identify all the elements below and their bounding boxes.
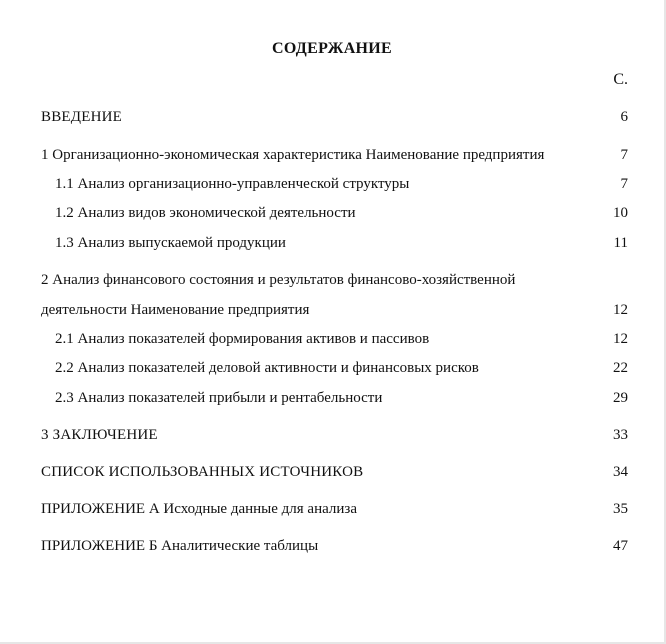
toc-entry-page: 11 (613, 235, 628, 251)
toc-entry-text: 1.1 Анализ организационно-управленческой структуры (55, 176, 410, 192)
toc-entry-text: СПИСОК ИСПОЛЬЗОВАННЫХ ИСТОЧНИКОВ (41, 464, 364, 480)
toc-entry-page: 6 (620, 109, 628, 125)
toc-entry-text: деятельности Наименование предприятия (41, 302, 310, 318)
toc-entry-page: 7 (620, 147, 628, 163)
toc-entry-page: 35 (613, 501, 628, 517)
toc-entry-page: 22 (613, 360, 628, 376)
toc-entry-page: 12 (613, 302, 628, 318)
toc-entry-text: 2.1 Анализ показателей формирования активов и пассивов (55, 331, 430, 347)
toc-entry-text: 2.2 Анализ показателей деловой активности и финансовых рисков (55, 360, 479, 376)
toc-entry-appendix-a (0, 498, 664, 520)
page-column-label: С. (613, 71, 628, 88)
toc-entry-section-2-line-2 (0, 299, 664, 321)
toc-entry-text: ВВЕДЕНИЕ (41, 109, 122, 125)
toc-entry-appendix-b (0, 535, 664, 557)
toc-entry-page: 7 (620, 176, 628, 192)
toc-entry-section-1-1 (0, 173, 664, 195)
toc-entry-text: 2.3 Анализ показателей прибыли и рентабельности (55, 390, 383, 406)
toc-entry-conclusion (0, 424, 664, 446)
toc-entry-page: 34 (613, 464, 628, 480)
toc-entry-text: 1 Организационно-экономическая характеристика Наименование предприятия (41, 147, 545, 163)
toc-entry-text: ПРИЛОЖЕНИЕ Б Аналитические таблицы (41, 538, 319, 554)
toc-entry-section-2-3 (0, 387, 664, 409)
toc-entry-section-2-2 (0, 357, 664, 379)
toc-entry-references (0, 461, 664, 483)
toc-entry-page: 10 (613, 205, 628, 221)
toc-entry-text: 2 Анализ финансового состояния и результатов финансово-хозяйственной (41, 272, 516, 288)
toc-entry-text: 1.2 Анализ видов экономической деятельности (55, 205, 356, 221)
toc-entry-text: 1.3 Анализ выпускаемой продукции (55, 235, 286, 251)
toc-entry-text: 3 ЗАКЛЮЧЕНИЕ (41, 427, 158, 443)
toc-title: СОДЕРЖАНИЕ (271, 40, 393, 57)
toc-entry-page: 33 (613, 427, 628, 443)
toc-entry-section-1 (0, 144, 664, 166)
toc-entry-page: 12 (613, 331, 628, 347)
toc-entry-introduction (0, 106, 664, 128)
toc-entry-section-2-1 (0, 328, 664, 350)
toc-entry-page: 29 (613, 390, 628, 406)
toc-entry-section-2-line-1 (0, 269, 664, 291)
toc-entry-text: ПРИЛОЖЕНИЕ А Исходные данные для анализа (41, 501, 358, 517)
toc-entry-page: 47 (613, 538, 628, 554)
toc-entry-section-1-2 (0, 202, 664, 224)
toc-entry-section-1-3 (0, 232, 664, 254)
